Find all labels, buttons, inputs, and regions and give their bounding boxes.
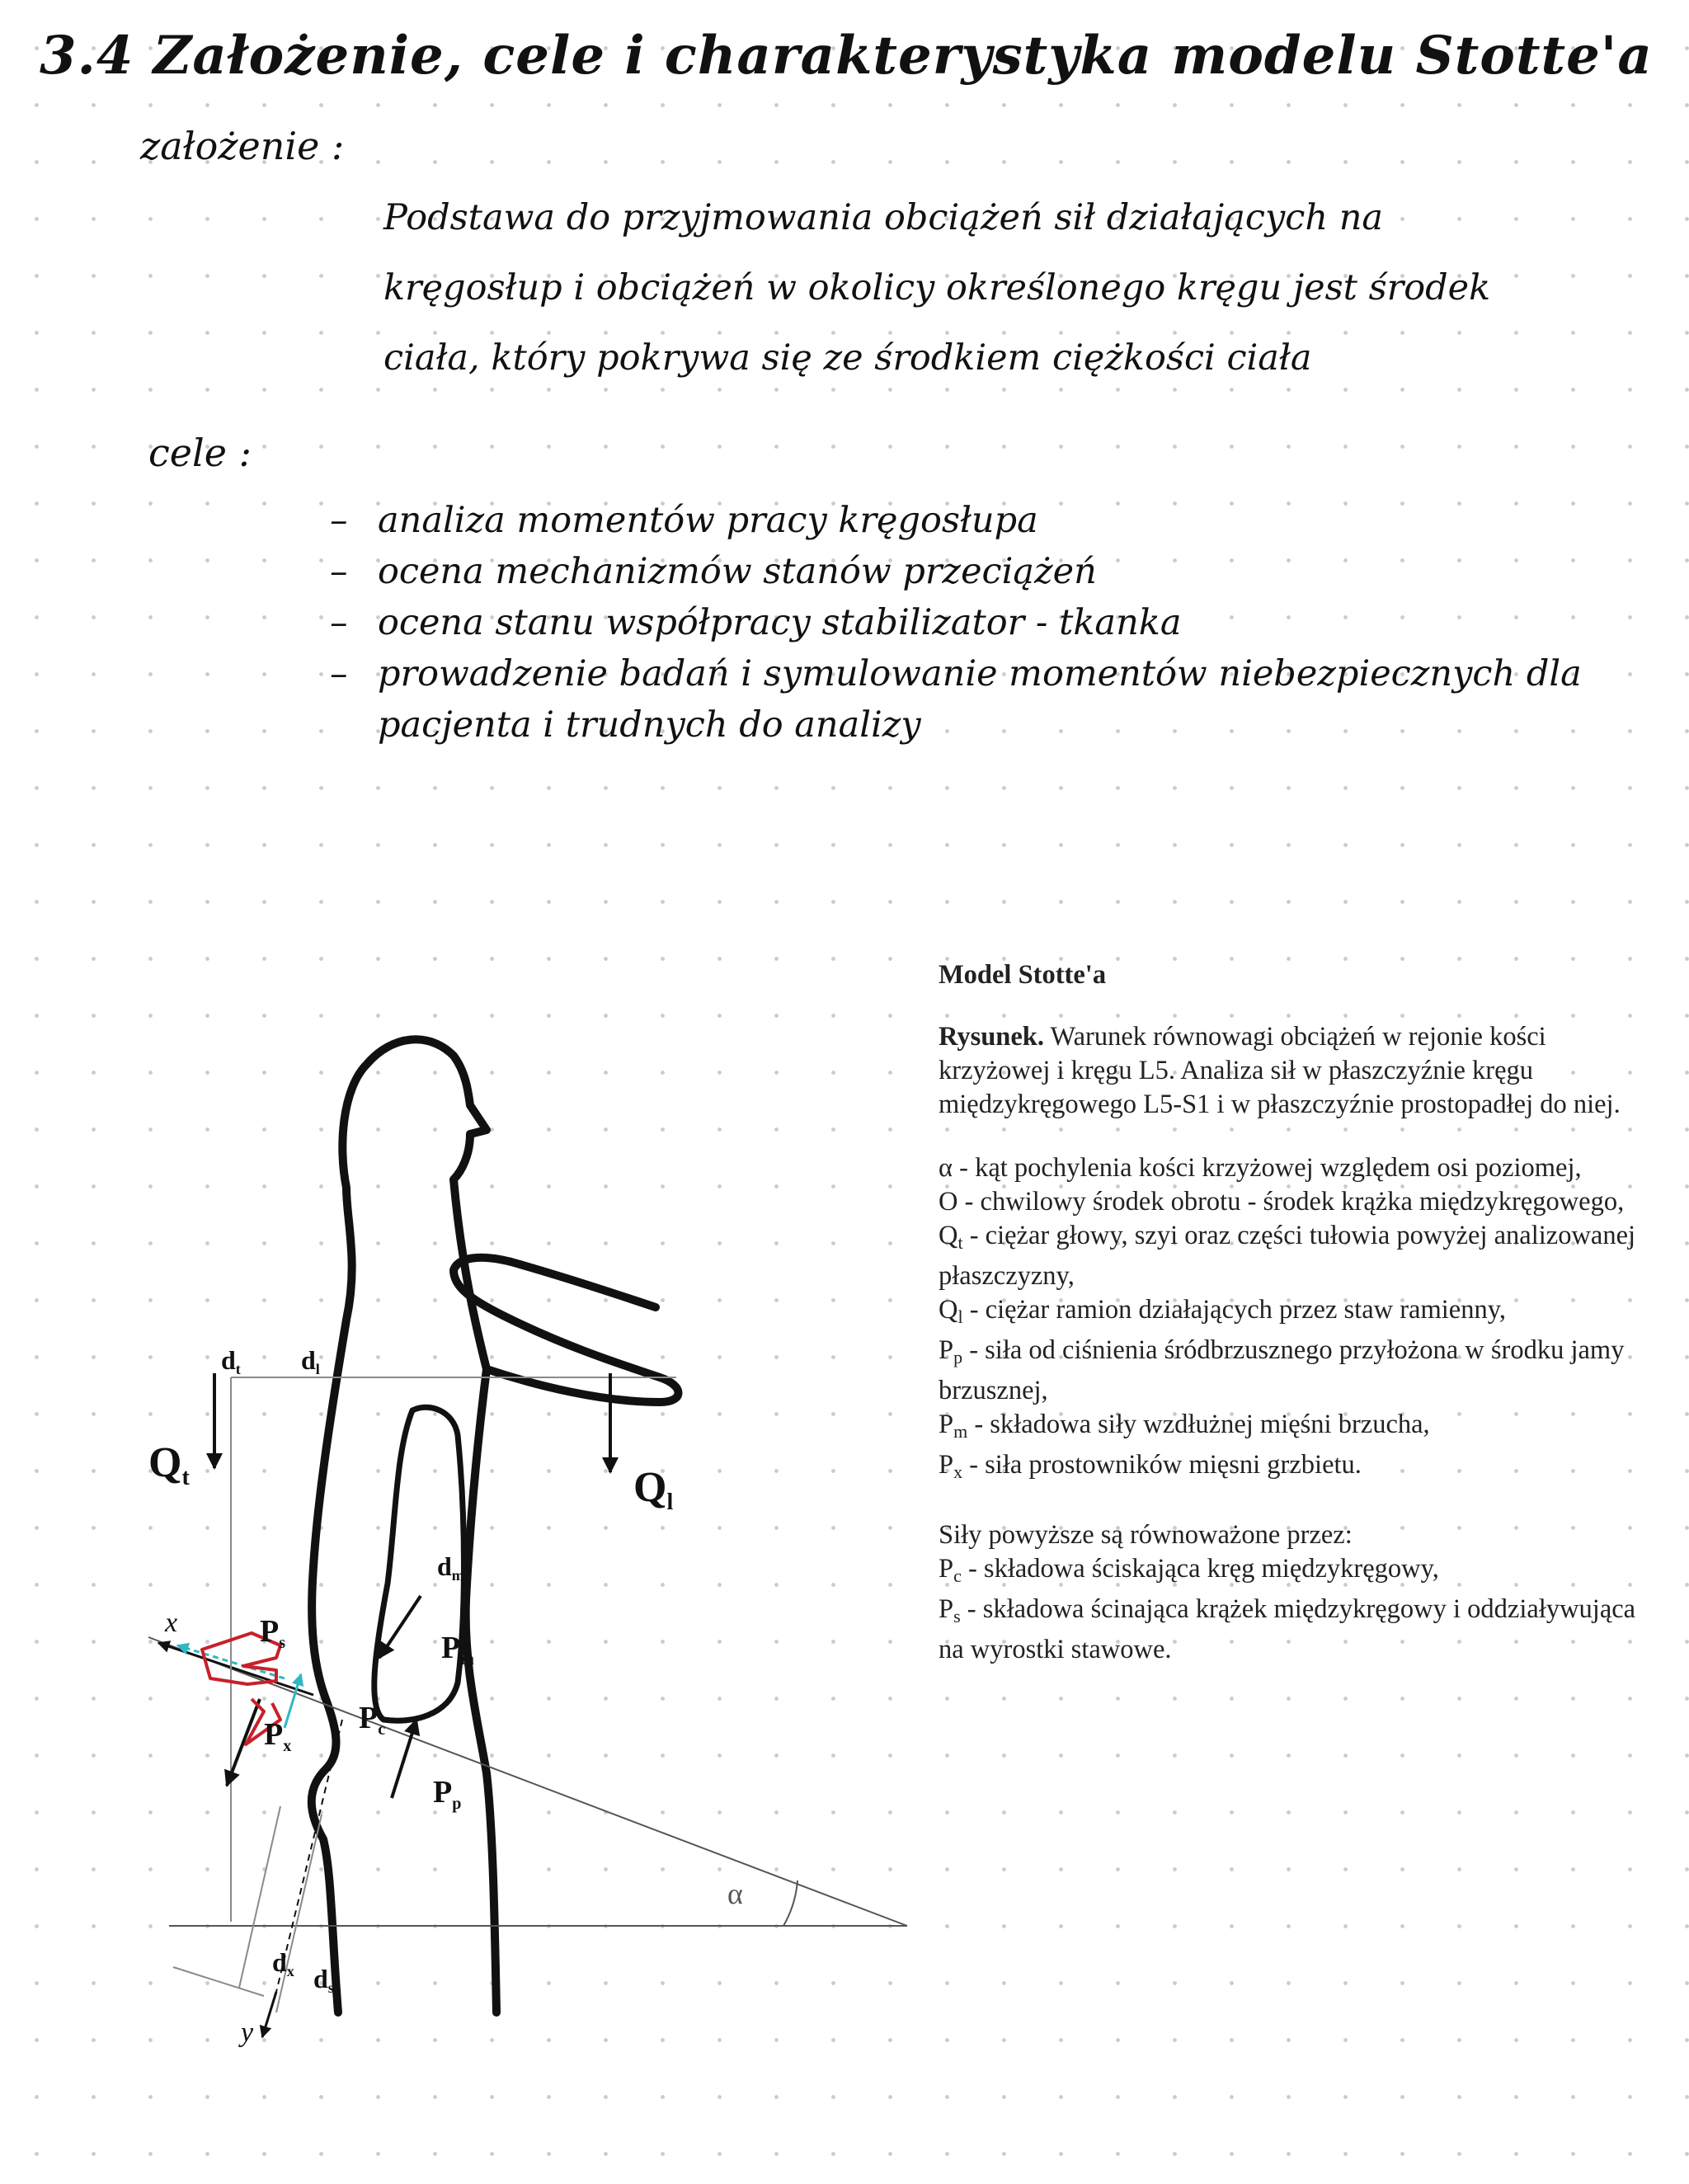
def-ps: $P_s$ - składowa ścinająca krążek międzykręgowy i oddziaływująca na wyrostki stawowe. (939, 1594, 1636, 1664)
def-px: $P_x$ - siła prostowników mięsni grzbietu. (939, 1450, 1362, 1482)
caption-symbol-definitions (939, 1151, 1656, 1489)
def-o: O - chwilowy środek obrotu - środek krążka międzykręgowego, (939, 1187, 1625, 1217)
axis-x-label: x (165, 1607, 178, 1638)
goal-item: – prowadzenie badań i symulowanie momentów niebezpiecznych dla pacjenta i trudnych do analizy (330, 648, 1615, 751)
label-ds: ds (313, 1964, 334, 1996)
def-pm: $P_m$ - składowa siły wzdłużnej mięśni brzucha, (939, 1410, 1430, 1442)
caption-title: Model Stotte'a (939, 960, 1107, 990)
label-dt: dt (221, 1345, 241, 1377)
angle-alpha-label: α (727, 1877, 743, 1910)
def-ql: $Q_l$ - ciężar ramion działających przez staw ramienny, (939, 1295, 1506, 1327)
label-ql: Ql (633, 1464, 674, 1515)
caption-balance (939, 1518, 1656, 1667)
label-pp: $P_p$ (433, 1775, 462, 1813)
goal-item: – ocena mechanizmów stanów przeciążeń (330, 546, 1615, 597)
axis-y-label: y (241, 2017, 254, 2048)
goal-item: – analiza momentów pracy kręgosłupa (330, 495, 1615, 546)
label-dx: dx (272, 1947, 294, 1979)
label-dl: dl (301, 1345, 320, 1377)
figure-caption (939, 958, 1656, 1697)
caption-figure-description: Rysunek. Warunek równowagi obciążeń w rejonie kości krzyżowej i kręgu L5. Analiza sił w płaszczyźnie kręgu międzykręgowego L5-S1 i w płaszczyźnie prostopadłej do niej. (939, 1022, 1621, 1119)
page-title: 3.4 Założenie, cele i charakterystyka modelu Stotte'a (40, 25, 1653, 87)
assumption-label: założenie : (140, 124, 345, 168)
label-ps: $P_s$ (260, 1614, 286, 1652)
def-qt: $Q_t$ - ciężar głowy, szyi oraz części tułowia powyżej analizowanej płaszczyzny, (939, 1221, 1636, 1291)
body-outline (312, 1039, 487, 2012)
label-pc: $P_c$ (359, 1701, 386, 1739)
def-pc: $P_c$ - składowa ściskająca kręg międzykręgowy, (939, 1554, 1439, 1586)
label-pm: $P_m$ (441, 1631, 474, 1669)
stotte-model-diagram (140, 940, 924, 2111)
label-dm: dm (437, 1551, 464, 1584)
label-qt: Qt (148, 1439, 190, 1490)
label-px: $P_x$ (264, 1717, 292, 1755)
goals-label: cele : (148, 431, 252, 475)
caption-figure-label: Rysunek. (939, 1022, 1045, 1052)
def-alpha: α - kąt pochylenia kości krzyżowej względem osi poziomej, (939, 1153, 1582, 1183)
assumption-text: Podstawa do przyjmowania obciążeń sił działających na kręgosłup i obciążeń w okolicy określonego kręgu jest środek ciała, który pokrywa się ze środkiem ciężkości ciała (383, 197, 1491, 379)
goal-item: – ocena stanu współpracy stabilizator - tkanka (330, 597, 1615, 648)
goals-list (330, 495, 1615, 751)
def-pp: $P_p$ - siła od ciśnienia śródbrzusznego przyłożona w środku jamy brzusznej, (939, 1335, 1625, 1405)
balance-intro: Siły powyższe są równoważone przez: (939, 1520, 1353, 1550)
front-outline (466, 1369, 496, 2012)
